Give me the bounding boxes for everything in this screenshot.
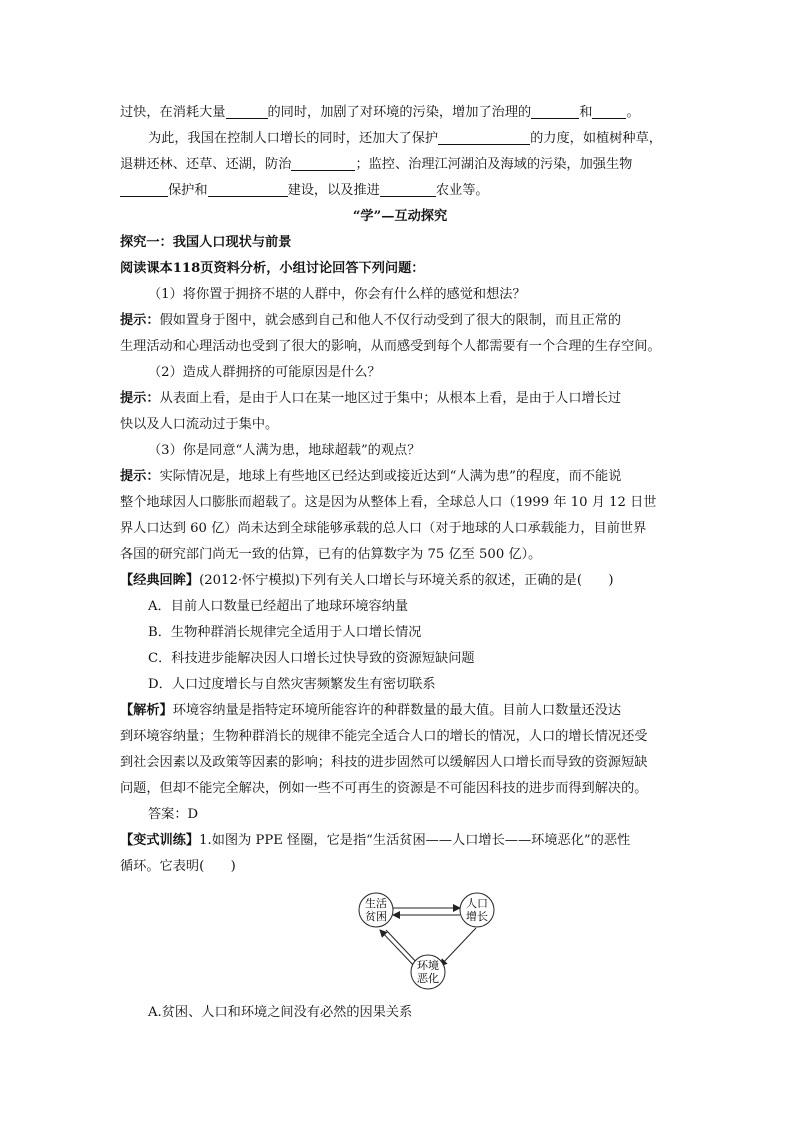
arrow-population-to-environment — [440, 928, 476, 966]
text: 建设，以及推进 — [287, 183, 380, 198]
document-page — [120, 100, 680, 1026]
variant-label: 【变式训练】 — [120, 833, 200, 848]
intro-line-4 — [120, 178, 680, 204]
text: 过快，在消耗大量 — [120, 105, 226, 120]
text: 从表面上看，是由于人口在某一地区过于集中；从根本上看，是由于人口增长过 — [159, 391, 622, 406]
variant-line-2: 循环。它表明( ) — [120, 859, 236, 874]
analysis-line-2: 到环境容纳量；生物种群消长的规律不能完全适合人口的增长的情况，人口的增长情况还受 — [120, 729, 648, 744]
text: ；监控、治理江河湖泊及海域的污染，加强生物 — [355, 157, 633, 172]
option-d: D．人口过度增长与自然灾害频繁发生有密切联系 — [148, 677, 436, 692]
question-1: （1）将你置于拥挤不堪的人群中，你会有什么样的感觉和想法？ — [148, 287, 526, 302]
text: 农业等。 — [435, 183, 489, 198]
text: 的力度，如植树种草， — [530, 131, 662, 146]
fill-blank[interactable] — [208, 182, 288, 197]
option-a: A．目前人口数量已经超出了地球环境容纳量 — [148, 599, 409, 614]
answer: 答案：D — [148, 807, 199, 822]
analysis-line-1 — [120, 698, 680, 724]
hint-2-line-2: 快以及人口流动过于集中。 — [120, 417, 279, 432]
variant-option-a: A.贫困、人口和环境之间没有必然的因果关系 — [148, 1005, 413, 1020]
fill-blank[interactable] — [438, 130, 530, 145]
fill-blank[interactable] — [226, 104, 268, 119]
classic-stem — [120, 568, 680, 594]
hint-label: 提示： — [120, 313, 160, 328]
node-poverty-label-2: 贫困 — [365, 910, 387, 923]
text: 假如置身于图中，就会感到自己和他人不仅行动受到了很大的限制，而且正常的 — [159, 313, 622, 328]
text: 实际情况是，地球上有些地区已经达到或接近达到“人满为患”的程度，而不能说 — [159, 469, 622, 484]
fill-blank[interactable] — [592, 104, 626, 119]
hint-3-line-4: 各国的研究部门尚无一致的估算，已有的估算数字为 75 亿至 500 亿）。 — [120, 547, 542, 562]
hint-2-line-1 — [120, 386, 680, 412]
hint-1-line-1 — [120, 308, 680, 334]
analysis-line-4: 问题，但却不能完全解决，例如一些不可再生的资源是不可能因科技的进步而得到解决的。 — [120, 781, 648, 796]
fill-blank[interactable] — [291, 156, 355, 171]
reading-instruction: 阅读课本118页资料分析，小组讨论回答下列问题： — [120, 261, 425, 276]
hint-3-line-2: 整个地球因人口膨胀而超载了。这是因为从整体上看，全球总人口（1999 年 10 月 12 日世 — [120, 495, 657, 510]
text: 退耕还林、还草、还湖，防治 — [120, 157, 292, 172]
text: (2012·怀宁模拟)下列有关人口增长与环境关系的叙述，正确的是( ) — [199, 573, 614, 588]
hint-1-line-2: 生理活动和心理活动也受到了很大的影响，从而感受到每个人都需要有一个合理的生存空间。 — [120, 339, 661, 354]
intro-line-2 — [120, 126, 680, 152]
variant-line-1 — [120, 828, 680, 854]
fill-blank[interactable] — [531, 104, 579, 119]
text: 保护和 — [168, 183, 208, 198]
text: 和 — [579, 105, 593, 120]
text: 环境容纳量是指特定环境所能容许的种群数量的最大值。目前人口数量还没达 — [172, 703, 622, 718]
node-environment-label-1: 环境 — [417, 959, 439, 972]
text: 1.如图为 PPE 怪圈，它是指“生活贫困——人口增长——环境恶化”的恶性 — [199, 833, 631, 848]
option-b: B．生物种群消长规律完全适用于人口增长情况 — [148, 625, 422, 640]
hint-label: 提示： — [120, 469, 160, 484]
ppe-cycle-svg — [352, 886, 512, 990]
analysis-label: 【解析】 — [120, 703, 173, 718]
explore-heading: 探究一：我国人口现状与前景 — [120, 235, 292, 250]
text: 。 — [626, 105, 640, 120]
node-population-label-1: 人口 — [466, 897, 488, 910]
classic-label: 【经典回眸】 — [120, 573, 200, 588]
option-c: C．科技进步能解决因人口增长过快导致的资源短缺问题 — [148, 651, 475, 666]
hint-3-line-3: 界人口达到 60 亿）尚未达到全球能够承载的总人口（对于地球的人口承载能力，目前世界 — [120, 521, 647, 536]
hint-3-line-1 — [120, 464, 680, 490]
text: 为此，我国在控制人口增长的同时，还加大了保护 — [148, 131, 439, 146]
hint-label: 提示： — [120, 391, 160, 406]
question-3: （3）你是同意“人满为患，地球超载”的观点？ — [148, 443, 421, 458]
node-population-label-2: 增长 — [466, 910, 488, 923]
node-environment-label-2: 恶化 — [417, 972, 439, 985]
fill-blank[interactable] — [380, 182, 436, 197]
node-poverty-label-1: 生活 — [365, 897, 387, 910]
analysis-line-3: 到社会因素以及政策等因素的影响；科技的进步固然可以缓解因人口增长而导致的资源短缺 — [120, 755, 648, 770]
fill-blank[interactable] — [120, 182, 168, 197]
intro-line-3 — [120, 152, 680, 178]
question-2: （2）造成人群拥挤的可能原因是什么？ — [148, 365, 381, 380]
text: 的同时，加剧了对环境的污染，增加了治理的 — [267, 105, 532, 120]
section-title: “学”—互动探究 — [352, 209, 448, 224]
arrow-environment-to-poverty — [380, 930, 416, 968]
intro-line-1 — [120, 100, 680, 126]
ppe-cycle-diagram — [120, 886, 680, 990]
